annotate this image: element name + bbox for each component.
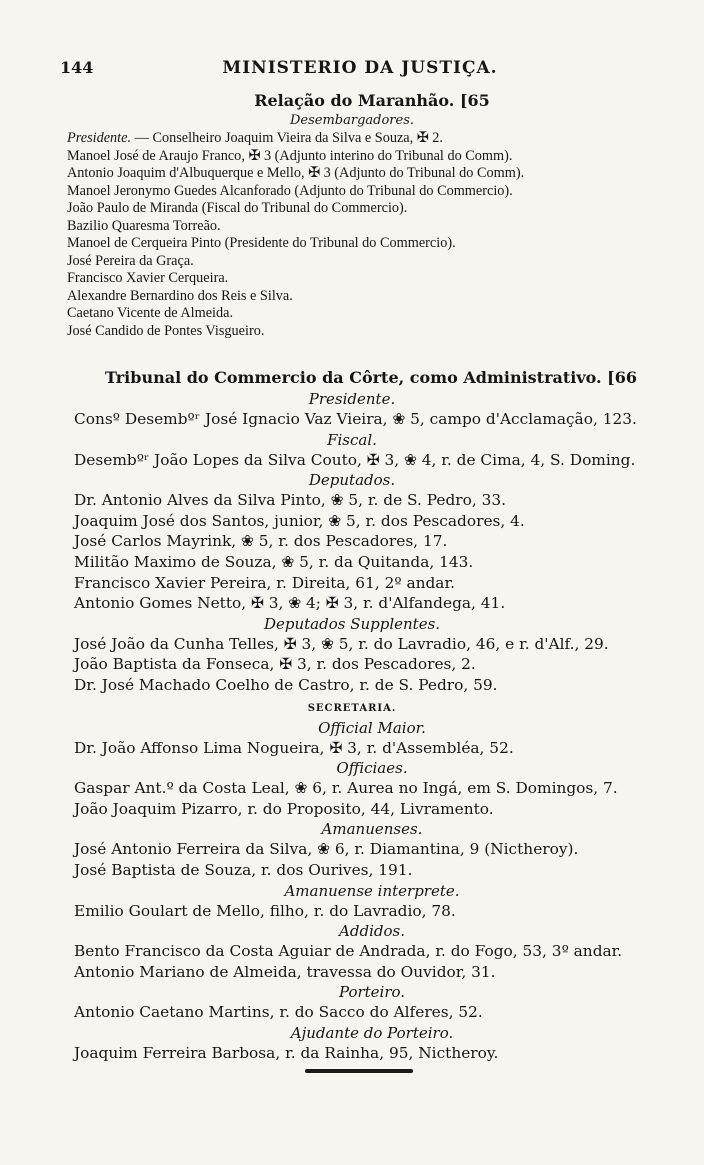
list-item: Manoel Jeronymo Guedes Alcanforado (Adjunto do Tribunal do Commercio). [67, 182, 513, 199]
officiaes-group [0, 758, 704, 819]
list-item: José Carlos Mayrink, ❀ 5, r. dos Pescadores, 17. [74, 532, 448, 551]
list-item: Alexandre Bernardino dos Reis e Silva. [67, 287, 293, 304]
amanuense-interprete-group [0, 881, 704, 922]
group-label: Official Maior. [318, 718, 426, 737]
list-item: Antonio Gomes Netto, ✠ 3, ❀ 4; ✠ 3, r. d'Alfandega, 41. [74, 594, 506, 613]
list-item: Manoel José de Araujo Franco, ✠ 3 (Adjunto interino do Tribunal do Comm). [67, 147, 513, 164]
group-label: Presidente. [308, 390, 396, 408]
list-item: Antonio Joaquim d'Albuquerque e Mello, ✠ 3 (Adjunto do Tribunal do Comm). [67, 165, 525, 181]
presidente-text: — Conselheiro Joaquim Vieira da Silva e Souza, ✠ 2. [131, 130, 443, 146]
secretaria-heading: SECRETARIA. [307, 702, 397, 714]
list-item: Dr. Antonio Alves da Silva Pinto, ❀ 5, r. de S. Pedro, 33. [74, 491, 507, 510]
list-item: Manoel de Cerqueira Pinto (Presidente do Tribunal do Commercio). [67, 235, 456, 251]
list-item: Antonio Caetano Martins, r. do Sacco do Alferes, 52. [74, 1003, 483, 1022]
list-item: Bento Francisco da Costa Aguiar de Andrada, r. do Fogo, 53, 3º andar. [74, 942, 623, 961]
group-label: Officiaes. [336, 759, 408, 778]
list-item: Gaspar Ant.º da Costa Leal, ❀ 6, r. Aurea no Ingá, em S. Domingos, 7. [74, 779, 618, 798]
section-heading: Tribunal do Commercio da Côrte, como Administrativo. [66 [105, 368, 637, 387]
relacao-maranhao-section [0, 90, 704, 340]
list-item: Dr. José Machado Coelho de Castro, r. de S. Pedro, 59. [74, 675, 498, 694]
list-item: Antonio Mariano de Almeida, travessa do Ouvidor, 31. [74, 962, 496, 981]
list-item: Joaquim Ferreira Barbosa, r. da Rainha, 95, Nictheroy. [74, 1043, 499, 1062]
group-label: Amanuense interprete. [284, 881, 460, 900]
group-label: Porteiro. [338, 983, 406, 1002]
page-header [60, 58, 660, 82]
list-item: Caetano Vicente de Almeida. [67, 305, 234, 321]
list-item: João Paulo de Miranda (Fiscal do Tribunal do Commercio). [67, 200, 408, 216]
presidente-group [0, 389, 704, 430]
section-heading: Relação do Maranhão. [65 [254, 91, 490, 110]
ajudante-porteiro-group [0, 1023, 704, 1064]
list-item: João Baptista da Fonseca, ✠ 3, r. dos Pescadores, 2. [74, 655, 476, 674]
group-label: Deputados. [308, 471, 396, 490]
deputados-group [0, 470, 704, 614]
list-item: Francisco Xavier Pereira, r. Direita, 61, 2º andar. [74, 573, 455, 592]
list-item: Joaquim José dos Santos, junior, ❀ 5, r. dos Pescadores, 4. [74, 511, 525, 530]
list-item: José Pereira da Graça. [67, 252, 194, 269]
list-item: José Candido de Pontes Visgueiro. [67, 322, 265, 339]
addidos-group [0, 921, 704, 982]
end-rule [305, 1069, 413, 1073]
official-maior-group [0, 718, 704, 759]
list-item: Militão Maximo de Souza, ❀ 5, r. da Quitanda, 143. [74, 552, 474, 571]
list-item: Desembºʳ João Lopes da Silva Couto, ✠ 3, ❀ 4, r. de Cima, 4, S. Doming. [74, 450, 636, 469]
section-subheading: Desembargadores. [289, 113, 415, 128]
group-label: Deputados Supplentes. [263, 614, 441, 633]
deputados-supplentes-group [0, 614, 704, 696]
list-item-presidente [67, 130, 704, 148]
list-item: Francisco Xavier Cerqueira. [67, 270, 229, 286]
list-item: Dr. João Affonso Lima Nogueira, ✠ 3, r. d'Assembléa, 52. [74, 738, 514, 757]
list-item: José Baptista de Souza, r. dos Ourives, 191. [74, 860, 413, 879]
porteiro-group [0, 982, 704, 1023]
list-item: Bazilio Quaresma Torreão. [67, 217, 221, 234]
group-label: Fiscal. [327, 430, 377, 449]
desembargadores-list [0, 130, 704, 340]
presidente-label: Presidente. [67, 130, 132, 146]
fiscal-group [0, 430, 704, 471]
running-title: MINISTERIO DA JUSTIÇA. [222, 58, 498, 78]
list-item: Emilio Goulart de Mello, filho, r. do Lavradio, 78. [74, 901, 456, 920]
list-item: José Antonio Ferreira da Silva, ❀ 6, r. Diamantina, 9 (Nictheroy). [74, 840, 579, 859]
amanuenses-group [0, 819, 704, 880]
list-item: José João da Cunha Telles, ✠ 3, ❀ 5, r. do Lavradio, 46, e r. d'Alf., 29. [74, 634, 609, 653]
list-item: Consº Desembºʳ José Ignacio Vaz Vieira, ❀ 5, campo d'Acclamação, 123. [74, 410, 637, 428]
tribunal-commercio-section [0, 367, 704, 1063]
group-label: Amanuenses. [321, 820, 423, 839]
page-number: 144 [60, 58, 94, 77]
list-item: João Joaquim Pizarro, r. do Proposito, 44, Livramento. [74, 799, 494, 818]
group-label: Ajudante do Porteiro. [290, 1023, 454, 1042]
group-label: Addidos. [339, 922, 405, 941]
